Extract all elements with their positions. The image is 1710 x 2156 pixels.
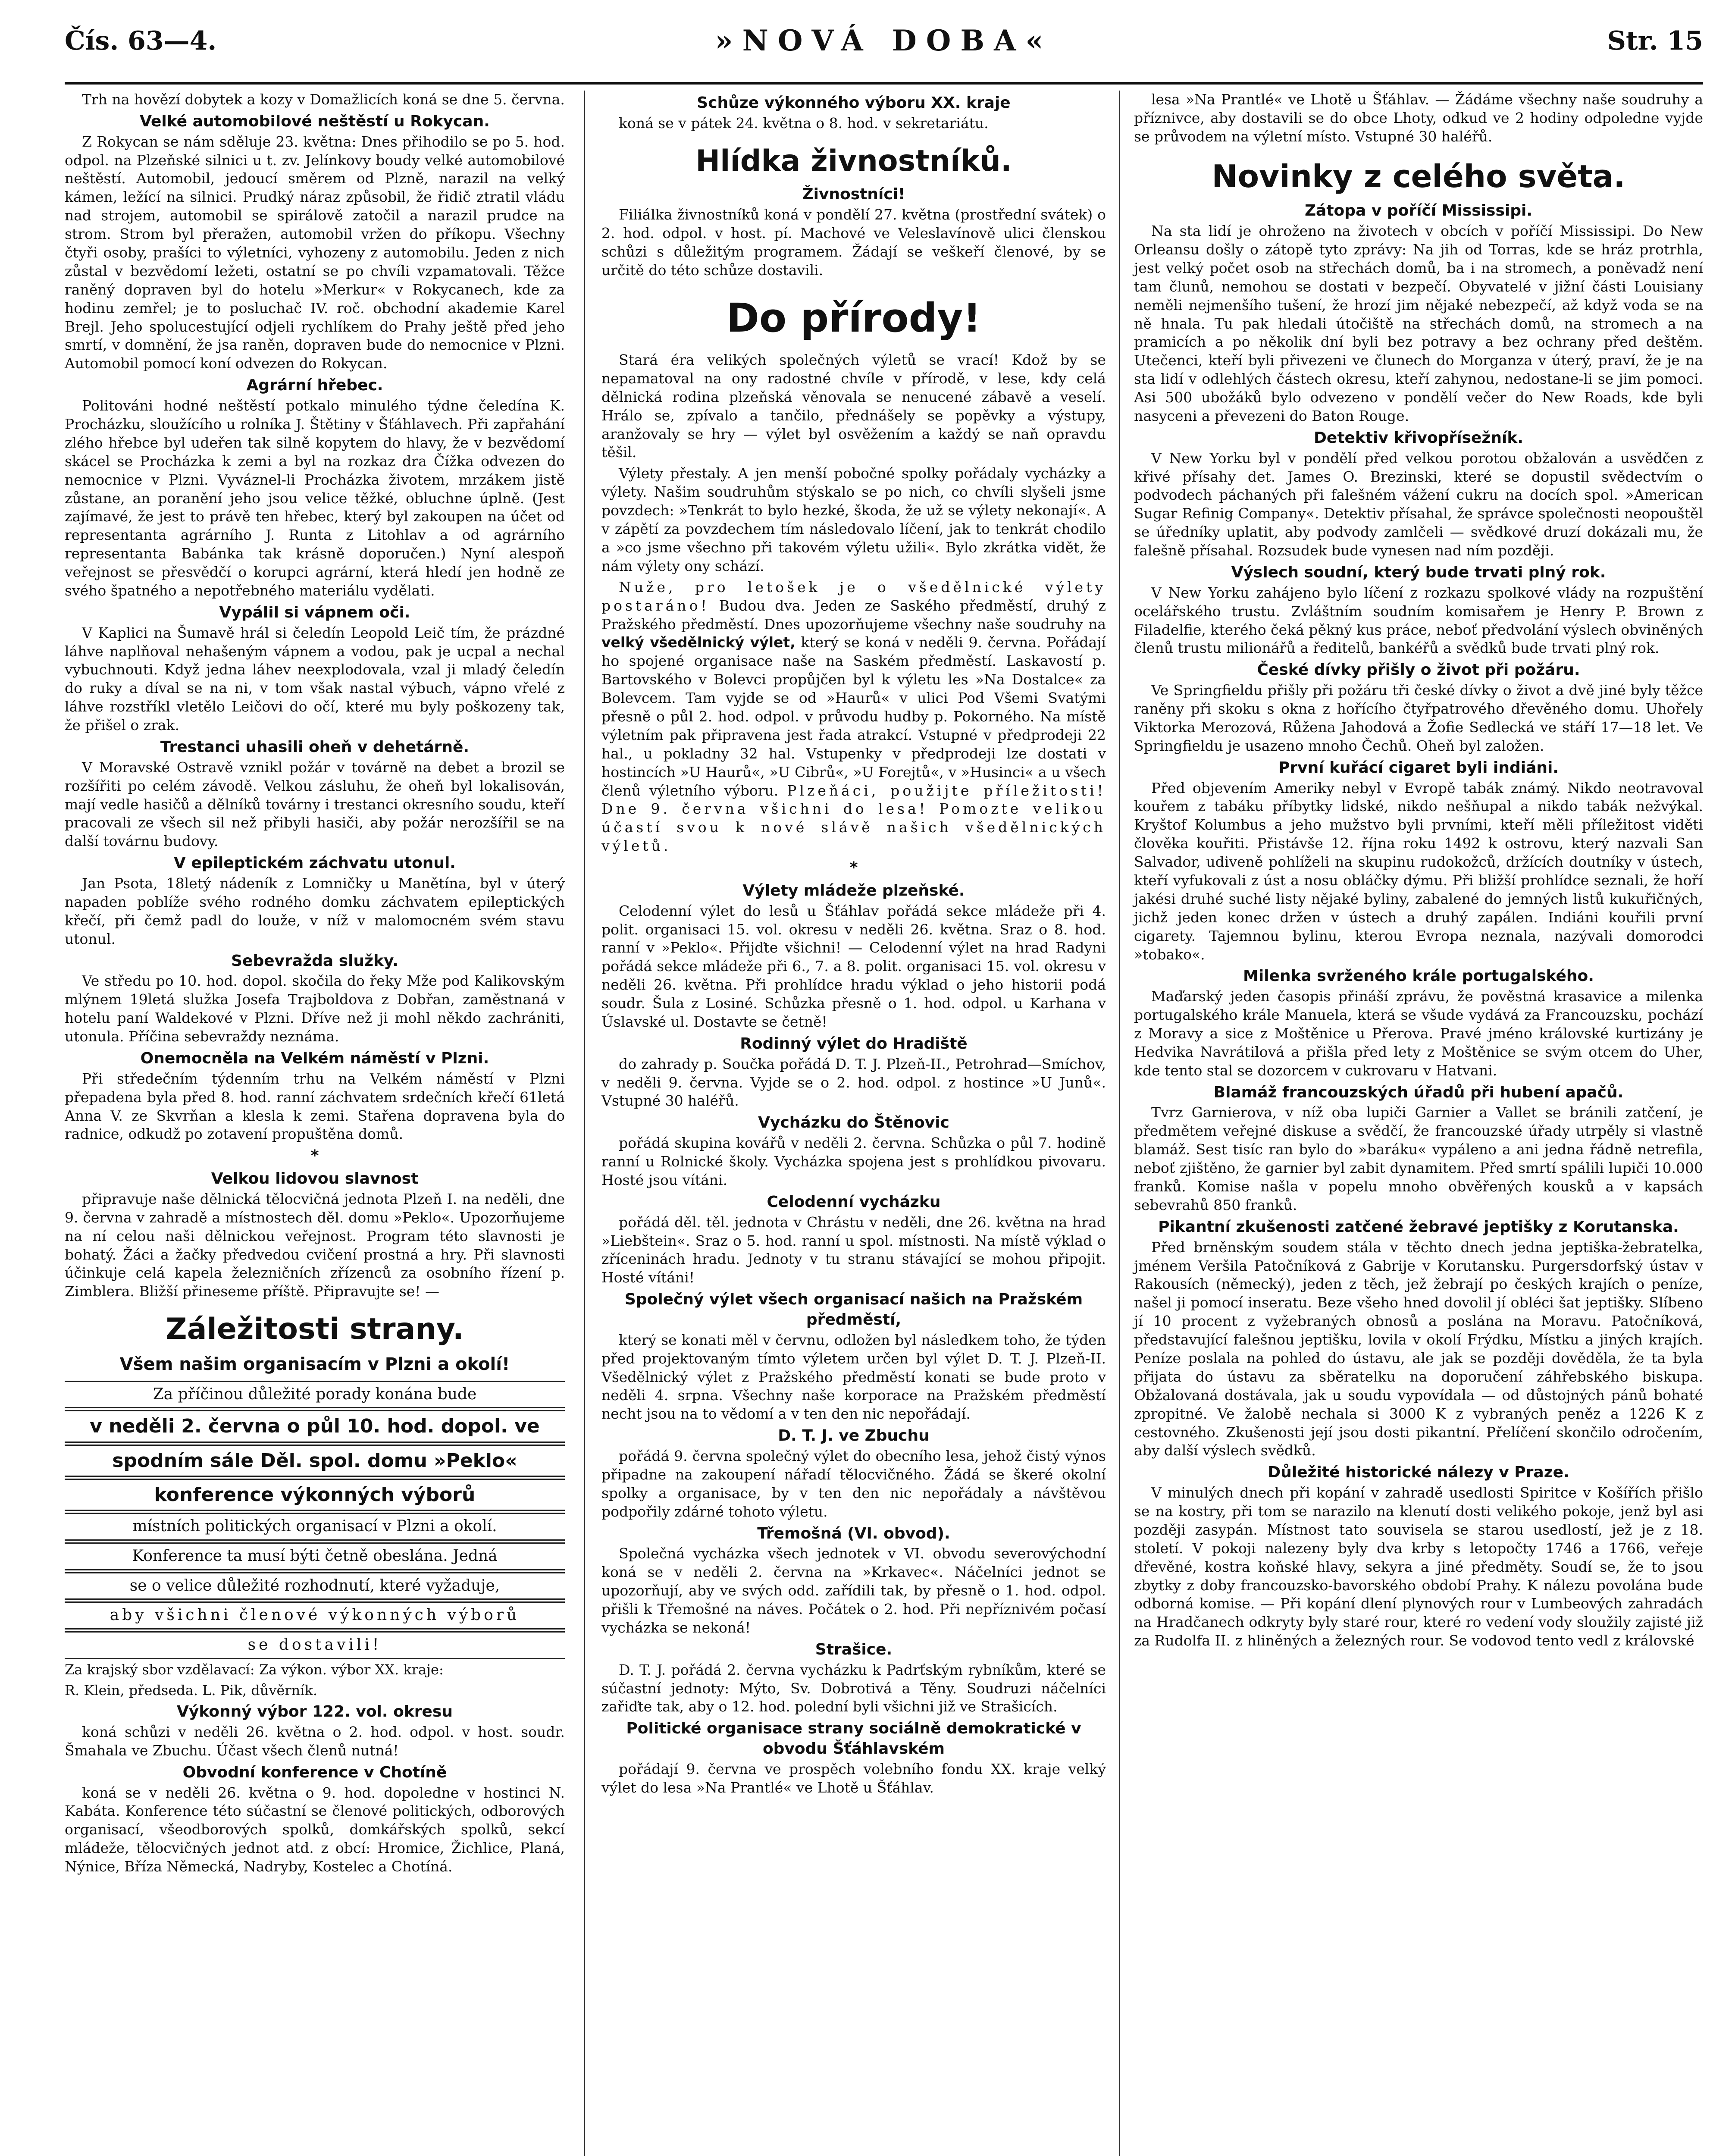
column-1 <box>65 91 565 1879</box>
notice-line: v neděli 2. června o půl 10. hod. dopol. ve <box>65 1410 565 1442</box>
article-heading: První kuřácí cigaret byli indiáni. <box>1278 758 1559 777</box>
text-span: který se koná v neděli 9. června. Pořádají ho spojené organisace naše na Saském předměstí. Laskavostí p. Bartovského v Bolevci propůjčen byl k výletu les »Na Dostalce« za Bolevcem. Tam vyjde se od »Haurů« v ulici Pod Všemi Svatými přesně o půl 2. hod. odpol. v průvodu hudby p. Pokorného. Na místě výletním pak připravena jest řada atrakcí. Vstupné v předprodeji 22 hal., u pokladny 32 hal. Vstupenky v předprodeji lze dostati v hostincích »U Haurů«, »U Cibrů«, »U Forejtů«, v »Husinci« a u všech členů výletního výboru. <box>601 634 1106 799</box>
page-number: Str. 15 <box>1607 26 1703 56</box>
article-paragraph: Politováni hodné neštěstí potkalo minulého týdne čeledína K. Procházku, sloužícího u rolníka J. Štětiny v Šťáhlavech. Při zapřahání zlého hřebce byl udeřen tak silně kopytem do hlavy, že v bezvědomí skácel se Procházka k zemi a byl na rozkaz dra Čížka odvezen do nemocnice v Plzni. Vyváznel-li Procházka životem, mrzákem jistě zůstane, an poranění jeho jsou velice těžké, obluchne úplně. (Jest zajímavé, že jest to právě ten hřebec, který byl zakoupen na účet od representanta agrárního J. Runta z Litohlav a od agrárního representanta Babánka tak krásně doporučen.) Nyní alespoň veřejnost se přesvědčí o korupci agrární, která hledí jen hodně ze svého špatného a nepotřebného materiálu vydělati. <box>65 397 565 599</box>
article-paragraph: který se konati měl v červnu, odložen byl následkem toho, že týden před projektovaným tímto výletem určen byl výlet D. T. J. Plzeň-II. Všedělnický výlet z Pražského předměstí konati se bude proto v neděli 4. srpna. Všechny naše korporace na Pražském předměstí necht jsou na to vědomí a v ten den nic nepořádají. <box>601 1331 1106 1423</box>
article-paragraph: pořádá skupina kovářů v neděli 2. června. Schůzka o půl 7. hodině ranní u Rolnické školy. Vycházka spojena jest s prohlídkou pivovaru. Hosté jsou vítáni. <box>601 1134 1106 1188</box>
article-heading: V epileptickém záchvatu utonul. <box>174 854 456 872</box>
article-heading: Detektiv křivopřísežník. <box>1314 429 1523 447</box>
article-paragraph: Při středečním týdenním trhu na Velkém náměstí v Plzni přepadena byla před 8. hod. ranní záchvatem srdečních křečí 61letá Anna V. ze Skvrňan a klesla k zemi. Stařena dopravena byla do radnice, odkudž po zotavení propuštěna domů. <box>65 1070 565 1143</box>
article-paragraph: Filiálka živnostníků koná v pondělí 27. května (prostřední svátek) o 2. hod. odpol. v host. pí. Machové ve Veleslavínově ulici členskou schůzi s důležitým programem. Žádají se veškeří členové, by se určitě do této schůze dostavili. <box>601 206 1106 279</box>
article-paragraph: Trh na hovězí dobytek a kozy v Domažlicích koná se dne 5. června. <box>82 91 565 108</box>
article-paragraph: Z Rokycan se nám sděluje 23. května: Dnes přihodilo se po 5. hod. odpol. na Plzeňské silnici u t. zv. Jelínkovy boudy velké automobilové neštěstí. Automobil, jedoucí směrem od Plzně, narazil na velký kámen, ležící na silnici. Prudký náraz způsobil, že řidič ztratil vládu nad strojem, automobil se spirálově zatočil a narazil prudce na strom. Strom byl přeražen, automobil vržen do příkopu. Všechny čtyři osoby, prašíci to výletníci, vyhozeny z automobilu. Jeden z nich zůstal v bezvědomí ležeti, ostatní se po chvíli vzpamatovali. Těžce raněný dopraven byl do hotelu »Merkur« v Rokycanech, kde za hodinu zemřel; je to posluchač IV. roč. obchodní akademie Karel Brejl. Jeho spolucestující odjeli rychlíkem do Prahy ještě před jeho smrtí, v domnění, že jsa raněn, dopraven bude do nemocnice v Plzni. Automobil pomocí koní odvezen do Rokycan. <box>65 133 565 372</box>
notice-line: Za příčinou důležité porady konána bude <box>65 1381 565 1409</box>
article-heading: Třemošná (VI. obvod). <box>757 1524 950 1542</box>
article-heading: Výkonný výbor 122. vol. okresu <box>176 1703 453 1721</box>
article-paragraph: V New Yorku byl v pondělí před velkou porotou obžalován a usvědčen z křivé přísahy det. James O. Brezinski, které se dopustil svědectvím o podvodech páchaných při falešném vážení cukru na docích spol. »American Sugar Refinig Company«. Detektiv přísahal, že správce společnosti neopouštěl se úředníky uplatit, aby podvody zamlčeli — svědkové druzí dokázali mu, že falešně přísahal. Rozsudek bude vynesen nad ním později. <box>1134 449 1703 559</box>
article-heading: Vypálil si vápnem oči. <box>219 603 410 621</box>
article-heading: Velkou lidovou slavnost <box>211 1170 419 1188</box>
article-paragraph: Tvrz Garnierova, v níž oba lupiči Garnier a Vallet se bránili zatčení, je předmětem veřejné diskuse a svědčí, že francouzské úřady utrpěly si vlastně blamáž. Sest tisíc ran bylo do »baráku« vypáleno a ani jedna řádně netrefila, neboť zjištěno, že garnier byl zabit dynamitem. Před smrtí spálili lupiči 10.000 franků. Komise našla v popelu mnoho obvěřených kousků a v kapsách sebevrahů 850 franků. <box>1134 1104 1703 1213</box>
separator-star: * <box>849 859 858 877</box>
article-paragraph: Před brněnským soudem stála v těchto dnech jedna jeptiška-žebratelka, jménem Veršila Patočníková z Gabrije v Korutansku. Purgersdorfský ústav v Rakousích (německý), jeden z těch, jež žebrají po českých krajích o peníze, našel ji pomocí inseratu. Beze všeho hned dovolil jí obléci šat jeptišky. Slíbeno jí 10 procent z vyžebraných obnosů a poslána na Moravu. Patočníková, představující falešnou jeptišku, lovila v okolí Frýdku, Místku a jiných krajích. Peníze poslala na pohled do ústavu, ale jak se později dověděla, že ta byla přijata do ústavu za sběratelku na doporučení záhřebského biskupa. Obžalovaná dostávala, jak u soudu vypovídala — od důstojných pánů bohaté zpropitné. Ve žalobě nechala si 3000 K z vybraných peněz a 1226 K z cestovného. Zkušenosti její jsou dosti pikantní. Přelíčení skončilo odročením, aby další výslech svědků. <box>1134 1238 1703 1459</box>
article-paragraph: D. T. J. pořádá 2. června vycházku k Padrťským rybníkům, které se súčastní jednoty: Mýto, Sv. Dobrotivá a Těny. Soudruzi náčelníci zařiďte tak, aby o 12. hod. polední byli všichni již ve Strašicích. <box>601 1661 1106 1715</box>
notice-line: aby všichni členové výkonných výborů <box>65 1601 565 1630</box>
article-heading: Schůze výkonného výboru XX. kraje <box>697 94 1011 112</box>
article-heading: Obvodní konference v Chotíně <box>182 1763 447 1781</box>
article-heading: Politické organisace strany sociálně demokratické v obvodu Šťáhlavském <box>626 1720 1081 1758</box>
text-span: Budou dva. Jeden ze Saského předměstí, druhý z Pražského předměstí. Dnes upozorňujeme všechny naše soudruhy na <box>601 597 1106 633</box>
article-paragraph: pořádají 9. června ve prospěch volebního fondu XX. kraje velký výlet do lesa »Na Prantlé« ve Lhotě u Šťáhlav. <box>601 1760 1106 1796</box>
notice-line: se o velice důležité rozhodnutí, které vyžaduje, <box>65 1572 565 1600</box>
emphasis-text: Plzeňáci, použijte příležitosti! Dne 9. června všichni do lesa! Pomozte velikou účastí svou k nové slávě našich všedělnických výletů. <box>601 782 1106 855</box>
article-paragraph: do zahrady p. Součka pořádá D. T. J. Plzeň-II., Petrohrad—Smíchov, v neděli 9. června. Vyjde se o 2. hod. odpol. z hostince »U Junů«. Vstupné 30 haléřů. <box>601 1055 1106 1109</box>
article-paragraph: V Kaplici na Šumavě hrál si čeledín Leopold Leič tím, že prázdné láhve naplňoval nehašeným vápnem a vodou, pak je ucpal a nechal vybuchnouti. Když jedna láhev neexplodovala, vzal ji mladý čeledín do ruky a díval se na ni, v tom však nastal výbuch, vápno vřelé z láhve rozstříkl vletělo Leičovi do očí, které mu byly poškozeny tak, že přišel o zrak. <box>65 624 565 734</box>
article-heading: Velké automobilové neštěstí u Rokycan. <box>140 112 490 130</box>
article-heading: Onemocněla na Velkém náměstí v Plzni. <box>140 1049 489 1067</box>
article-paragraph: Společná vycházka všech jednotek v VI. obvodu severovýchodní koná se v neděli 2. června na »Krkavec«. Náčelníci jednot se upozorňují, aby ve svých odd. zařídili tak, by přesně o 1. hod. odpol. přišli k Třemošné na náves. Počátek o 2. hod. Při nepříznivém počasí vycházka se nekoná! <box>601 1545 1106 1636</box>
article-paragraph: V Moravské Ostravě vznikl požár v továrně na debet a brozil se rozšířiti po celém závodě. Velkou zásluhu, že oheň byl lokalisován, mají vedle hasičů a dělníků továrny i trestanci okresního soudu, kteří pracovali ze všech sil než přibyli hasiči, aby požár nerozšířil se na další továrnu budovy. <box>65 758 565 850</box>
article-paragraph: Ve Springfieldu přišly při požáru tři české dívky o život a dvě jiné byly těžce raněny při skoku s okna z hořícího čtyřpatrového dřevěného domu. Uhořely Viktorka Merozová, Růžena Jahodová a Žofie Sedlecká ve stáří 17—18 let. Ve Springfieldu je usazeno mnoho Čechů. Oheň byl založen. <box>1134 682 1703 754</box>
section-title: Do přírody! <box>726 295 981 342</box>
article-paragraph: V New Yorku zahájeno bylo líčení z rozkazu spolkové vlády na rozpuštění ocelářského trustu. Zvláštním soudním komisařem je Henry P. Brown z Filadelfie, kterého čeká pěkný kus práce, neboť předvolání výslech obviněných členů trustu milionářů a ředitelů, bankéřů a svědků bude trvati plný rok. <box>1134 584 1703 657</box>
section-title: Záležitosti strany. <box>166 1312 464 1347</box>
article-heading: Blamáž francouzských úřadů při hubení apačů. <box>1213 1083 1624 1101</box>
article-paragraph: připravuje naše dělnická tělocvičná jednota Plzeň I. na neděli, dne 9. června v zahradě a místnostech děl. domu »Peklo«. Upozorňujeme na ní celou naši dělnickou veřejnost. Program této slavnosti je bohatý. Žáci a žačky předvedou cvičení prostná a hry. Při slavnosti účinkuje celá kapela železničních zřízenců za osobního řízení p. Zimblera. Bližší přineseme příště. Připravujte se! — <box>65 1190 565 1300</box>
article-heading: Pikantní zkušenosti zatčené žebravé jeptišky z Korutanska. <box>1158 1218 1679 1236</box>
article-paragraph: V minulých dnech při kopání v zahradě usedlosti Spiritce v Košířích přišlo se na kostry, při tom se narazilo na klenutí dosti velikého pokoje, jenž byl asi později zasypán. Místnost tato souvisela se starou usedlostí, jež je z 18. století. V pokoji nalezeny byly dva krby s letopočty 1746 a 1766, veřeje dřevěné, kostra koňské hlavy, sekyra a jiné předměty. Soudí se, že to jsou zbytky z doby francouzsko-bavorského období Prahy. K nálezu povolána bude odborná komise. — Při kopání dlení plynových rour v Lumbeových zahradách na Hradčanech odkryty byly staré rour, které ro vedení vody sloužily zajisté již za Rudolfa II. z hliněných a železných rour. Se vodovod tento vedl z královské <box>1134 1484 1703 1649</box>
emphasis-text: Nuže, pro letošek je o všedělnické výlety postaráno! <box>601 578 1106 614</box>
article-heading: České dívky přišly o život při požáru. <box>1257 661 1580 679</box>
article-heading: Výslech soudní, který bude trvati plný rok. <box>1231 564 1606 581</box>
article-heading: Celodenní vycházku <box>767 1193 941 1211</box>
article-heading: Agrární hřebec. <box>246 376 383 395</box>
article-heading: D. T. J. ve Zbuchu <box>778 1427 930 1445</box>
article-paragraph: Jan Psota, 18letý nádeník z Lomničky u Manětína, byl v úterý napaden poblíže svého rodného domku záchvatem epileptických křečí, při čemž padl do louže, v níž v malomocném svém stavu utonul. <box>65 875 565 947</box>
article-paragraph: koná se v pátek 24. května o 8. hod. v sekretariátu. <box>619 114 989 132</box>
article-heading: Trestanci uhasili oheň v dehetárně. <box>160 738 470 756</box>
notice-line: Konference ta musí býti četně obeslána. Jedná <box>65 1542 565 1570</box>
article-heading: Zátopa v poříčí Mississipi. <box>1304 202 1533 220</box>
section-title: Novinky z celého světa. <box>1212 158 1625 194</box>
article-paragraph: Výlety přestaly. A jen menší pobočné spolky pořádaly vycházky a výlety. Našim soudruhům stýskalo se po nich, co chvíli slyšeli jsme povzdech: »Tenkrát to bylo hezké, škoda, že už se výlety nekonají«. A v zápětí za povzdechem tím následovalo líčení, jak to tenkrát chodilo a »co jsme všechno při takovém výletu užili«. Bylo zkrátka vidět, že nám výlety ony schází. <box>601 465 1106 574</box>
signature-line: Za krajský sbor vzdělavací: Za výkon. výbor XX. kraje: <box>65 1661 444 1678</box>
article-heading: Rodinný výlet do Hradiště <box>740 1034 968 1053</box>
separator-star: * <box>310 1147 319 1165</box>
article-paragraph <box>601 578 1106 856</box>
column-3 <box>1134 91 1703 1653</box>
newspaper-title: »NOVÁ DOBA« <box>715 24 1053 57</box>
article-heading: Milenka svrženého krále portugalského. <box>1243 967 1594 985</box>
article-heading: Sebevražda služky. <box>231 952 398 970</box>
section-title: Hlídka živnostníků. <box>695 144 1012 178</box>
notice-line: spodním sále Děl. spol. domu »Peklo« <box>65 1445 565 1477</box>
article-paragraph: Před objevením Ameriky nebyl v Evropě tabák známý. Nikdo neotravoval kouřem z tabáku příbytky lidské, nikdo nešňupal a nikdo tabák nežvýkal. Kryštof Kolumbus a jeho mužstvo byli prvními, kteří měli příležitost viděti člověka kouřiti. Přistávše 12. října roku 1492 k ostrovu, který nazvali San Salvador, udiveně pohlíželi na skupinu rudokožců, držících doutníky v ústech, kteří vyfukovali z úst a nosu obláčky dýmu. Při bližší prohlídce seznali, že hoří jakési druhé suché listy nějaké byliny, zabalené do jemných listů kukuřičných, jichž jeden konec držen v ústech a druhý zapálen. Indiáni kouřili první cigarety. Tajemnou bylinu, kterou Evropa neznala, nazývali domorodci »tobako«. <box>1134 779 1703 963</box>
article-heading: Živnostníci! <box>802 185 905 204</box>
notice-line: konference výkonných výborů <box>65 1479 565 1511</box>
article-heading: Výlety mládeže plzeňské. <box>742 881 965 899</box>
article-paragraph: koná schůzi v neděli 26. května o 2. hod. odpol. v host. soudr. Šmahala ve Zbuchu. Účast všech členů nutná! <box>65 1723 565 1759</box>
article-heading: Strašice. <box>815 1640 893 1658</box>
masthead <box>65 17 1703 85</box>
section-subtitle: Všem našim organisacím v Plzni a okolí! <box>119 1354 510 1374</box>
article-paragraph: Na sta lidí je ohroženo na životech v obcích v poříčí Mississipi. Do New Orleansu došly o zátopě tyto zprávy: Na jih od Torras, kde se hráz protrhla, jest velký počet osob na střechách domů, ba i na stromech, a poněvadž není tam člunů, nemohou se dostati v bezpečí. Obyvatelé v jižní části Louisiany neměli nejmenšího tušení, že hrozí jim nějaké nebezpečí, až když voda se na ně hnala. Tu pak hledali útočiště na střechách domů, na stromech a na pramicích a po několik dní byli bez potravy a bez ochrany před deštěm. Utečenci, kteří byli přivezeni ve člunech do Morganza v úterý, praví, že je na sta lidí v odlehlých částech okresu, kteří zahynou, nedostane-li se jim pomoci. Asi 500 ubožáků bylo odvezeno v pondělí večer do New Roads, kde byli nasyceni a převezeni do Baton Rouge. <box>1134 222 1703 424</box>
article-paragraph: pořádá 9. června společný výlet do obecního lesa, jehož čistý výnos připadne na zakoupení nářadí tělocvičného. Žádá se škeré okolní spolky a organisace, by v ten den nic nepořádaly a návštěvou podpořily zdárné tohoto výletu. <box>601 1448 1106 1520</box>
article-paragraph: lesa »Na Prantlé« ve Lhotě u Šťáhlav. — Žádáme všechny naše soudruhy a příznivce, aby dostavili se do obce Lhoty, odkud ve 2 hodiny odpoledne vyjde se průvodem na výletní místo. Vstupné 30 haléřů. <box>1134 91 1703 145</box>
issue-number: Čís. 63—4. <box>65 26 217 56</box>
emphasis-text: velký všedělnický výlet, <box>601 634 795 651</box>
article-paragraph: Maďarský jeden časopis přináší zprávu, že pověstná krasavice a milenka portugalského krále Manuela, která se všude vydává za Francouzsku, pochází z Moravy a sice z Moštěnice u Přerova. Pravé jméno královské kurtizány je Hedvika Navrátilová a přišla před lety z Moštěnice se svým otcem do Uher, kde tento stal se dozorcem v cukrovaru v Hatvani. <box>1134 988 1703 1079</box>
column-divider <box>584 91 585 2156</box>
notice-line: místních politických organisací v Plzni a okolí. <box>65 1513 565 1541</box>
article-heading: Společný výlet všech organisací našich na Pražském předměstí, <box>624 1291 1083 1329</box>
article-paragraph: koná se v neděli 26. května o 9. hod. dopoledne v hostinci N. Kabáta. Konference této súčastní se členové politických, odborových organisací, všeodborových spolků, domkářských spolků, sekcí mládeže, tělocvičných jednot atd. z obcí: Hromice, Žichlice, Planá, Nýnice, Bříza Německá, Nadryby, Kostelec a Chotíná. <box>65 1784 565 1875</box>
article-heading: Důležité historické nálezy v Praze. <box>1268 1463 1569 1482</box>
article-paragraph: Celodenní výlet do lesů u Šťáhlav pořádá sekce mládeže při 4. polit. organisaci 15. vol. okresu v neděli 26. května. Sraz o 8. hod. ranní v »Peklo«. Přijďte všichni! — Celodenní výlet na hrad Radyni pořádá sekce mládeže při 6., 7. a 8. polit. organisaci 15. vol. okresu v neděli 26. května. Při prohlídce hradu výklad o jeho historii podá soudr. Šula z Losiné. Schůzka přesně o 1. hod. odpol. u Karhana v Úslavské ul. Dostavte se četně! <box>601 902 1106 1031</box>
notice-line: se dostavili! <box>65 1631 565 1659</box>
newspaper-page <box>65 17 1703 2156</box>
column-divider <box>1119 91 1120 2156</box>
article-paragraph: Ve středu po 10. hod. dopol. skočila do řeky Mže pod Kalikovským mlýnem 19letá služka Josefa Trajboldova z Dobřan, zaměstnaná v hotelu paní Waldekové v Plzni. Dříve než ji mohl někdo zachrániti, utonula. Příčina sebevraždy neznáma. <box>65 972 565 1045</box>
article-paragraph: Stará éra velikých společných výletů se vrací! Kdož by se nepamatoval na ony radostné chvíle v přírodě, v lese, kdy celá dělnická rodina plzeňská věnovala se nenucené zábavě a veselí. Hrálo se, zpívalo a tančilo, přednášely se popěvky a výstupy, aranžovaly se hry — výlet byl osvěžením a každý se naň opravdu těšil. <box>601 351 1106 461</box>
article-paragraph: pořádá děl. těl. jednota v Chrástu v neděli, dne 26. května na hrad »Liebštein«. Sraz o 5. hod. ranní u spol. místnosti. Na místě výklad o zříceninách hradu. Jednoty v tu stranu stávající se mohou připojit. Hosté vítáni! <box>601 1213 1106 1286</box>
column-2 <box>601 91 1106 1800</box>
signature-line: R. Klein, předseda. L. Pik, důvěrník. <box>65 1682 318 1698</box>
article-heading: Vycházku do Štěnovic <box>758 1114 949 1132</box>
